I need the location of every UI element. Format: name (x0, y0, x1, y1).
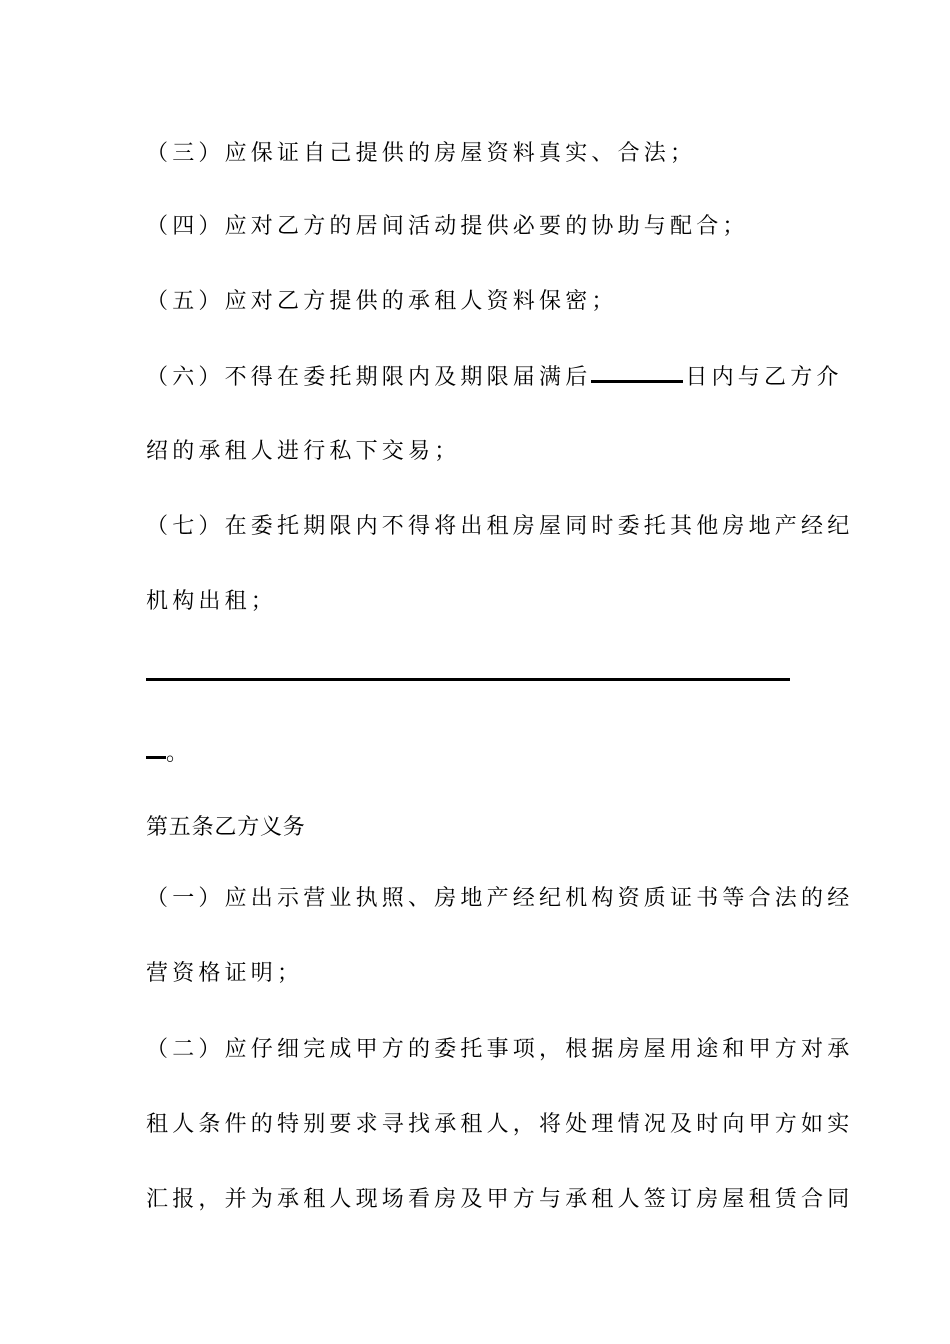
days-blank-field (591, 380, 683, 383)
blank-rule-end (146, 756, 166, 759)
clause-6-text-start: （六）不得在委托期限内及期限届满后 (146, 365, 592, 390)
clause-7-line-1: （七）在委托期限内不得将出租房屋同时委托其他房地产经纪 (146, 514, 854, 539)
blank-rule-period: 。 (166, 741, 189, 766)
duty-1-line-2: 营资格证明； (146, 961, 304, 986)
clause-4-text: （四）应对乙方的居间活动提供必要的协助与配合； (146, 214, 749, 239)
clause-6-text-end: 日内与乙方介 (685, 365, 843, 390)
blank-rule-line (146, 678, 790, 681)
clause-3-text: （三）应保证自己提供的房屋资料真实、合法； (146, 141, 697, 166)
article-5-heading: 第五条乙方义务 (146, 815, 306, 840)
clause-7-line-2: 机构出租； (146, 589, 278, 614)
clause-5-text: （五）应对乙方提供的承租人资料保密； (146, 289, 618, 314)
clause-6-line-2: 绍的承租人进行私下交易； (146, 439, 461, 464)
duty-1-line-1: （一）应出示营业执照、房地产经纪机构资质证书等合法的经 (146, 886, 854, 911)
duty-2-line-3: 汇报，并为承租人现场看房及甲方与承租人签订房屋租赁合同 (146, 1187, 854, 1212)
duty-2-line-2: 租人条件的特别要求寻找承租人，将处理情况及时向甲方如实 (146, 1112, 854, 1137)
clause-6-line-1 (146, 363, 843, 393)
duty-2-line-1: （二）应仔细完成甲方的委托事项，根据房屋用途和甲方对承 (146, 1037, 854, 1062)
